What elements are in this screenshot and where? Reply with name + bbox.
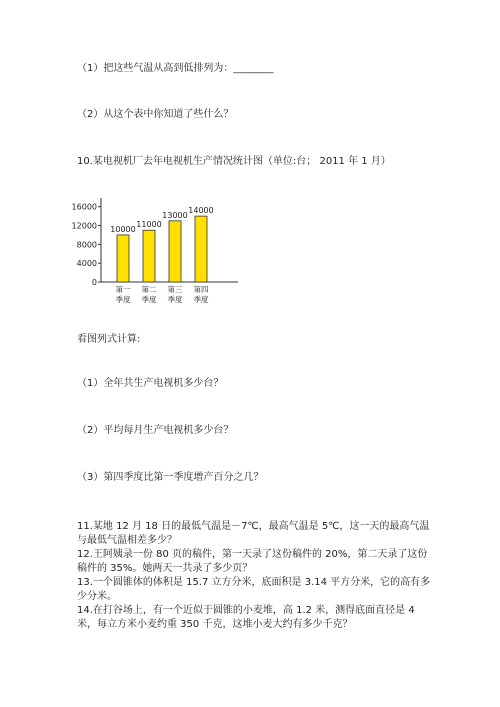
question-1-sort-temperatures: （1）把这些气温从高到低排列为：________ [77,63,274,74]
x-category-label: 季度 [115,295,131,304]
chart-instruction: 看图列式计算: [77,334,141,345]
bar-4 [195,216,207,282]
question-2-what-learned: （2）从这个表中你知道了些什么？ [77,109,234,120]
problem-14-line-2: 米，每立方米小麦约重 350 千克，这堆小麦大约有多少千克？ [77,619,353,630]
y-tick-label: 16000 [71,202,97,212]
x-category-label: 第一 [115,285,131,294]
problem-12-line-2: 稿件的 35%。她两天一共录了多少页？ [77,563,253,574]
bar-2 [143,230,155,282]
bar-chart [68,196,248,316]
problem-13-line-1: 13.一个圆锥体的体积是 15.7 立方分米，底面积是 3.14 平方分米，它的高有多 [77,577,431,588]
x-category-label: 第四 [193,285,209,294]
bar-value-label: 11000 [136,220,162,230]
bar-3 [169,221,181,282]
y-tick-label: 4000 [76,259,97,269]
bar-1 [117,235,129,282]
problem-14-line-1: 14.在打谷场上，有一个近似于圆锥的小麦堆，高 1.2 米，测得底面直径是 4 [77,605,415,616]
problem-12-line-1: 12.王阿姨录一份 80 页的稿件，第一天录了这份稿件的 20%，第二天录了这份 [77,549,428,560]
y-tick-label: 8000 [76,240,97,250]
problem-13-line-2: 少分米。 [77,591,117,602]
sub-question-total: （1）全年共生产电视机多少台？ [77,378,224,389]
x-category-label: 季度 [141,295,157,304]
y-tick-label: 0 [91,278,97,287]
y-tick-label: 12000 [71,221,97,231]
bar-value-label: 14000 [188,206,214,216]
x-category-label: 第二 [141,285,157,294]
problem-11-line-2: 与最低气温相差多少？ [77,535,177,546]
x-category-label: 季度 [193,295,209,304]
sub-question-percent-increase: （3）第四季度比第一季度增产百分之几？ [77,472,264,483]
x-category-label: 季度 [167,295,183,304]
bar-value-label: 13000 [162,210,188,220]
problem-10-title: 10.某电视机厂去年电视机生产情况统计图（单位:台； 2011 年 1 月） [77,156,391,167]
sub-question-monthly-average: （2）平均每月生产电视机多少台？ [77,425,234,436]
problem-11-line-1: 11.某地 12 月 18 日的最低气温是－7℃，最高气温是 5℃，这一天的最高气温 [77,521,430,532]
x-category-label: 第三 [167,285,183,294]
bar-value-label: 10000 [110,224,136,234]
